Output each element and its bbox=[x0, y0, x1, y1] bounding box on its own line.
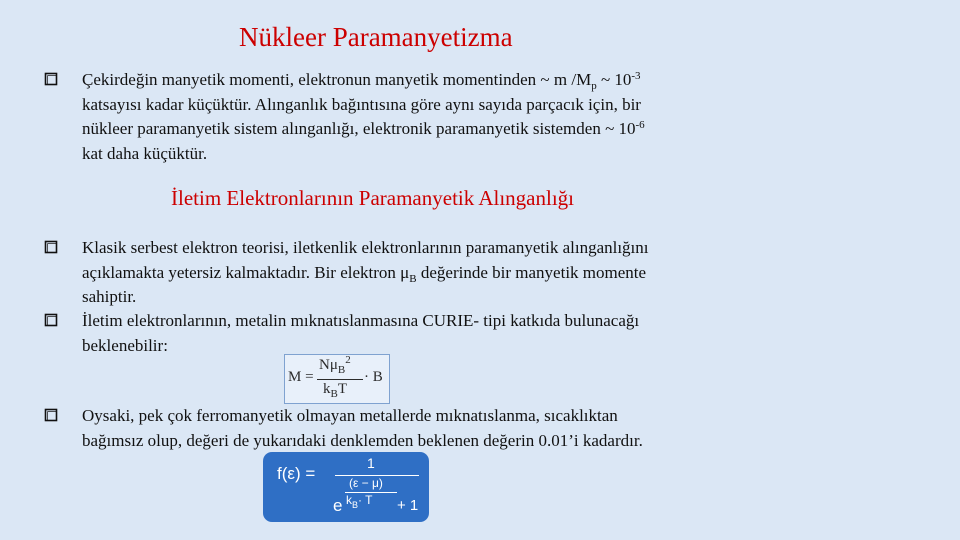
subscript: B bbox=[330, 388, 338, 400]
text-run: nükleer paramanyetik sistem alınganlığı, elektronik paramanyetik sistemden ~ 10 bbox=[82, 119, 636, 138]
fraction-bar bbox=[317, 379, 363, 380]
superscript: 2 bbox=[345, 354, 351, 366]
denominator-tail: + 1 bbox=[397, 497, 419, 514]
exponential-base: e bbox=[333, 496, 343, 515]
superscript: -6 bbox=[635, 119, 645, 131]
hollow-square-bullet-icon bbox=[44, 72, 58, 86]
formula-numerator: 1 bbox=[367, 455, 375, 471]
bullet-text bbox=[82, 309, 764, 358]
text-run: ~ 10 bbox=[596, 70, 632, 89]
text-run: T bbox=[337, 381, 348, 397]
text-run: Çekirdeğin manyetik momenti, elektronun manyetik momentinden ~ m /M bbox=[82, 70, 592, 89]
bullet-line: İletim elektronlarının, metalin mıknatıslanmasına CURIE- tipi katkıda bulunacağı bbox=[82, 311, 640, 330]
formula-denominator bbox=[323, 381, 347, 398]
subscript: B bbox=[337, 364, 346, 376]
bullet-text bbox=[82, 68, 764, 166]
hollow-square-bullet-icon bbox=[44, 408, 58, 422]
subscript: p bbox=[591, 80, 597, 92]
bullet-text bbox=[82, 236, 764, 310]
slide-title: Nükleer Paramanyetizma bbox=[239, 22, 513, 52]
bullet-line: kat daha küçüktür. bbox=[82, 143, 208, 163]
section-heading: İletim Elektronlarının Paramanyetik Alınganlığı bbox=[171, 186, 574, 210]
text-run: açıklamakta yetersiz kalmaktadır. Bir elektron μ bbox=[82, 262, 410, 282]
subscript: B bbox=[409, 272, 417, 285]
formula-lhs: f(ε) = bbox=[277, 464, 316, 483]
bullet-line: Klasik serbest elektron teorisi, iletkenlik elektronlarının paramanyetik alınganlığını bbox=[82, 238, 649, 257]
bullet-line: Oysaki, pek çok ferromanyetik olmayan metallerde mıknatıslanma, sıcaklıktan bbox=[82, 406, 618, 425]
superscript: -3 bbox=[631, 70, 641, 82]
bullet-line: katsayısı kadar küçüktür. Alınganlık bağıntısına göre aynı sayıda parçacık için, bir bbox=[82, 94, 641, 114]
hollow-square-bullet-icon bbox=[44, 313, 58, 327]
bullet-line bbox=[82, 68, 764, 93]
bullet-line: bağımsız olup, değeri de yukarıdaki denklemden beklenen değerin 0.01’i kadardır. bbox=[82, 430, 643, 450]
formula-lhs: M = bbox=[288, 369, 314, 385]
bullet-nonferromagnetic bbox=[44, 404, 764, 454]
bullet-text bbox=[82, 404, 764, 453]
bullet-classical-theory bbox=[44, 236, 764, 311]
text-run: değerinde bir manyetik momente bbox=[416, 262, 647, 282]
bullet-nuclear-moment bbox=[44, 68, 764, 168]
text-run: k bbox=[323, 381, 331, 397]
bullet-line bbox=[82, 117, 764, 142]
exponent-denominator bbox=[346, 493, 373, 510]
text-run: k bbox=[346, 493, 352, 507]
text-run: · T bbox=[358, 493, 373, 507]
fermi-dirac-formula bbox=[263, 452, 429, 522]
formula-numerator bbox=[319, 354, 351, 376]
subscript: B bbox=[352, 500, 359, 510]
exponent-numerator: (ε − μ) bbox=[349, 476, 383, 490]
curie-formula bbox=[284, 354, 390, 404]
hollow-square-bullet-icon bbox=[44, 240, 58, 254]
text-run: Nμ bbox=[319, 357, 338, 373]
bullet-line: beklenebilir: bbox=[82, 335, 168, 355]
formula-rhs: · B bbox=[364, 369, 383, 385]
bullet-line: sahiptir. bbox=[82, 287, 137, 306]
bullet-line bbox=[82, 261, 764, 286]
bullet-curie-contribution bbox=[44, 309, 764, 359]
